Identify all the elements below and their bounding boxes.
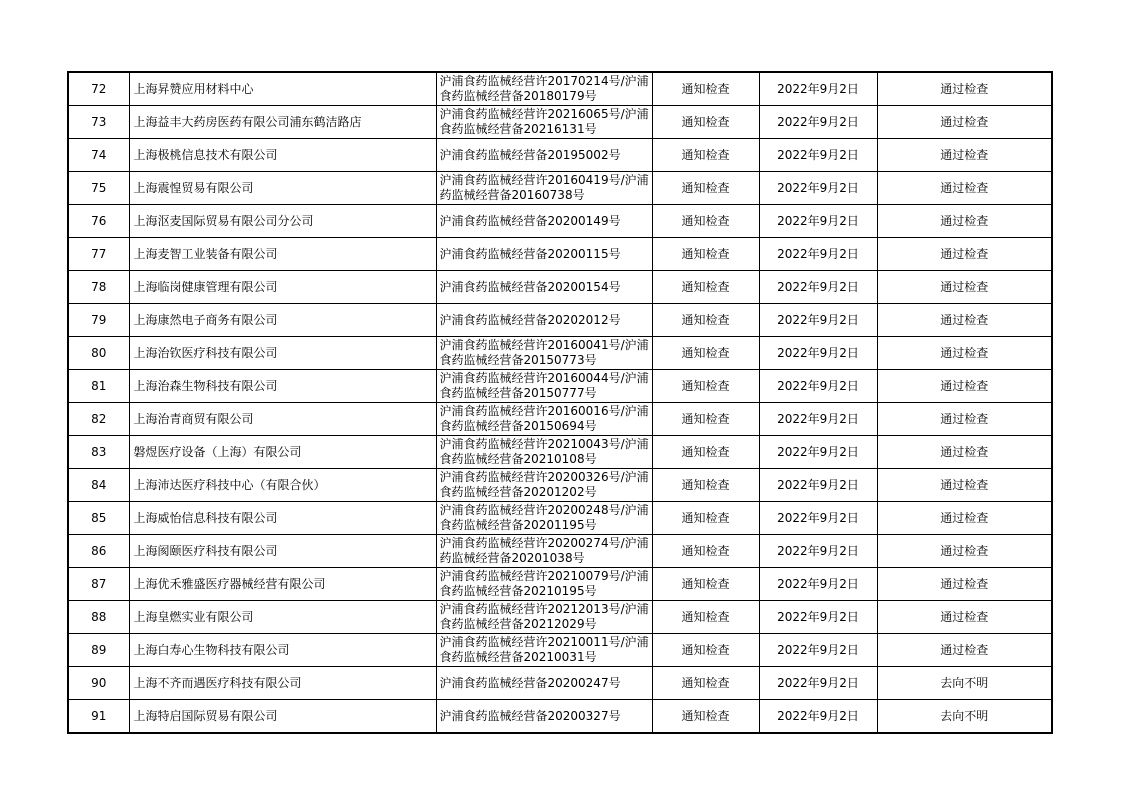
table-row [68, 139, 1052, 172]
table-row [68, 271, 1052, 304]
license-number-cell: 沪浦食药监械经营许20160044号/沪浦食药监械经营备20150777号 [436, 370, 652, 403]
inspection-date-cell: 2022年9月2日 [759, 304, 877, 337]
inspection-date-cell: 2022年9月2日 [759, 700, 877, 734]
inspection-date-cell: 2022年9月2日 [759, 337, 877, 370]
company-name-cell: 上海沛达医疗科技中心（有限合伙） [129, 469, 436, 502]
license-number-cell: 沪浦食药监械经营备20200247号 [436, 667, 652, 700]
license-number-cell: 沪浦食药监械经营许20160041号/沪浦食药监械经营备20150773号 [436, 337, 652, 370]
inspection-method-cell: 通知检查 [652, 502, 759, 535]
inspection-date-cell: 2022年9月2日 [759, 568, 877, 601]
inspection-date-cell: 2022年9月2日 [759, 634, 877, 667]
license-number-cell: 沪浦食药监械经营备20200327号 [436, 700, 652, 734]
license-number-cell: 沪浦食药监械经营许20210011号/沪浦食药监械经营备20210031号 [436, 634, 652, 667]
license-number-cell: 沪浦食药监械经营备20200154号 [436, 271, 652, 304]
inspection-method-cell: 通知检查 [652, 139, 759, 172]
inspection-date-cell: 2022年9月2日 [759, 172, 877, 205]
seq-cell: 80 [68, 337, 129, 370]
seq-cell: 81 [68, 370, 129, 403]
seq-cell: 91 [68, 700, 129, 734]
license-number-cell: 沪浦食药监械经营备20202012号 [436, 304, 652, 337]
license-number-cell: 沪浦食药监械经营许20170214号/沪浦食药监械经营备20180179号 [436, 72, 652, 106]
table-row [68, 337, 1052, 370]
license-number-cell: 沪浦食药监械经营许20160016号/沪浦食药监械经营备20150694号 [436, 403, 652, 436]
company-name-cell: 上海麦智工业装备有限公司 [129, 238, 436, 271]
license-number-cell: 沪浦食药监械经营许20200248号/沪浦食药监械经营备20201195号 [436, 502, 652, 535]
inspection-result-cell: 通过检查 [877, 271, 1052, 304]
inspection-method-cell: 通知检查 [652, 700, 759, 734]
company-name-cell: 上海不齐而遇医疗科技有限公司 [129, 667, 436, 700]
inspection-date-cell: 2022年9月2日 [759, 139, 877, 172]
inspection-method-cell: 通知检查 [652, 601, 759, 634]
company-name-cell: 上海沤麦国际贸易有限公司分公司 [129, 205, 436, 238]
license-number-cell: 沪浦食药监械经营许20200274号/沪浦药监械经营备20201038号 [436, 535, 652, 568]
inspection-date-cell: 2022年9月2日 [759, 205, 877, 238]
seq-cell: 88 [68, 601, 129, 634]
seq-cell: 74 [68, 139, 129, 172]
license-number-cell: 沪浦食药监械经营许20210043号/沪浦食药监械经营备20210108号 [436, 436, 652, 469]
company-name-cell: 上海威怡信息科技有限公司 [129, 502, 436, 535]
company-name-cell: 上海昇赞应用材料中心 [129, 72, 436, 106]
license-number-cell: 沪浦食药监械经营许20210079号/沪浦食药监械经营备20210195号 [436, 568, 652, 601]
inspection-result-cell: 通过检查 [877, 535, 1052, 568]
table-row [68, 403, 1052, 436]
company-name-cell: 上海白寿心生物科技有限公司 [129, 634, 436, 667]
license-number-cell: 沪浦食药监械经营备20200115号 [436, 238, 652, 271]
inspection-date-cell: 2022年9月2日 [759, 370, 877, 403]
table-row [68, 634, 1052, 667]
table-row [68, 469, 1052, 502]
seq-cell: 90 [68, 667, 129, 700]
inspection-result-cell: 通过检查 [877, 106, 1052, 139]
company-name-cell: 上海治青商贸有限公司 [129, 403, 436, 436]
company-name-cell: 上海优禾雅盛医疗器械经营有限公司 [129, 568, 436, 601]
company-name-cell: 上海治森生物科技有限公司 [129, 370, 436, 403]
seq-cell: 87 [68, 568, 129, 601]
inspection-result-cell: 通过检查 [877, 502, 1052, 535]
inspection-date-cell: 2022年9月2日 [759, 238, 877, 271]
company-name-cell: 上海震惶贸易有限公司 [129, 172, 436, 205]
company-name-cell: 上海皇燃实业有限公司 [129, 601, 436, 634]
inspection-result-cell: 通过检查 [877, 304, 1052, 337]
table-row [68, 172, 1052, 205]
inspection-result-cell: 通过检查 [877, 601, 1052, 634]
inspection-result-cell: 通过检查 [877, 436, 1052, 469]
inspection-method-cell: 通知检查 [652, 469, 759, 502]
inspection-result-cell: 通过检查 [877, 139, 1052, 172]
inspection-date-cell: 2022年9月2日 [759, 436, 877, 469]
inspection-method-cell: 通知检查 [652, 370, 759, 403]
inspection-result-cell: 去向不明 [877, 700, 1052, 734]
inspection-date-cell: 2022年9月2日 [759, 667, 877, 700]
inspection-date-cell: 2022年9月2日 [759, 502, 877, 535]
inspection-result-cell: 通过检查 [877, 469, 1052, 502]
table-row [68, 502, 1052, 535]
license-number-cell: 沪浦食药监械经营备20195002号 [436, 139, 652, 172]
inspection-result-cell: 通过检查 [877, 72, 1052, 106]
table-row [68, 304, 1052, 337]
inspection-result-cell: 通过检查 [877, 568, 1052, 601]
table-row [68, 700, 1052, 734]
inspection-table [67, 71, 1053, 734]
table-row [68, 667, 1052, 700]
inspection-method-cell: 通知检查 [652, 403, 759, 436]
inspection-date-cell: 2022年9月2日 [759, 601, 877, 634]
inspection-method-cell: 通知检查 [652, 568, 759, 601]
table-row [68, 205, 1052, 238]
inspection-method-cell: 通知检查 [652, 634, 759, 667]
inspection-date-cell: 2022年9月2日 [759, 106, 877, 139]
seq-cell: 73 [68, 106, 129, 139]
table-row [68, 535, 1052, 568]
inspection-method-cell: 通知检查 [652, 337, 759, 370]
company-name-cell: 上海康然电子商务有限公司 [129, 304, 436, 337]
table-row [68, 436, 1052, 469]
company-name-cell: 磐煜医疗设备（上海）有限公司 [129, 436, 436, 469]
inspection-method-cell: 通知检查 [652, 304, 759, 337]
company-name-cell: 上海治钦医疗科技有限公司 [129, 337, 436, 370]
inspection-method-cell: 通知检查 [652, 667, 759, 700]
license-number-cell: 沪浦食药监械经营许20160419号/沪浦药监械经营备20160738号 [436, 172, 652, 205]
inspection-date-cell: 2022年9月2日 [759, 271, 877, 304]
inspection-method-cell: 通知检查 [652, 271, 759, 304]
inspection-method-cell: 通知检查 [652, 238, 759, 271]
license-number-cell: 沪浦食药监械经营备20200149号 [436, 205, 652, 238]
inspection-date-cell: 2022年9月2日 [759, 469, 877, 502]
inspection-table-body [68, 72, 1052, 733]
table-row [68, 370, 1052, 403]
seq-cell: 78 [68, 271, 129, 304]
table-row [68, 72, 1052, 106]
seq-cell: 89 [68, 634, 129, 667]
inspection-date-cell: 2022年9月2日 [759, 535, 877, 568]
seq-cell: 72 [68, 72, 129, 106]
seq-cell: 82 [68, 403, 129, 436]
company-name-cell: 上海临岗健康管理有限公司 [129, 271, 436, 304]
inspection-date-cell: 2022年9月2日 [759, 72, 877, 106]
seq-cell: 86 [68, 535, 129, 568]
inspection-result-cell: 通过检查 [877, 403, 1052, 436]
inspection-method-cell: 通知检查 [652, 72, 759, 106]
inspection-result-cell: 通过检查 [877, 205, 1052, 238]
seq-cell: 85 [68, 502, 129, 535]
seq-cell: 76 [68, 205, 129, 238]
seq-cell: 83 [68, 436, 129, 469]
inspection-result-cell: 去向不明 [877, 667, 1052, 700]
inspection-method-cell: 通知检查 [652, 535, 759, 568]
inspection-date-cell: 2022年9月2日 [759, 403, 877, 436]
inspection-method-cell: 通知检查 [652, 172, 759, 205]
license-number-cell: 沪浦食药监械经营许20200326号/沪浦食药监械经营备20201202号 [436, 469, 652, 502]
license-number-cell: 沪浦食药监械经营许20212013号/沪浦食药监械经营备20212029号 [436, 601, 652, 634]
inspection-result-cell: 通过检查 [877, 238, 1052, 271]
table-row [68, 238, 1052, 271]
seq-cell: 79 [68, 304, 129, 337]
company-name-cell: 上海极桃信息技术有限公司 [129, 139, 436, 172]
inspection-method-cell: 通知检查 [652, 436, 759, 469]
inspection-method-cell: 通知检查 [652, 106, 759, 139]
seq-cell: 75 [68, 172, 129, 205]
inspection-method-cell: 通知检查 [652, 205, 759, 238]
inspection-result-cell: 通过检查 [877, 172, 1052, 205]
license-number-cell: 沪浦食药监械经营许20216065号/沪浦食药监械经营备20216131号 [436, 106, 652, 139]
table-row [68, 568, 1052, 601]
inspection-result-cell: 通过检查 [877, 337, 1052, 370]
company-name-cell: 上海益丰大药房医药有限公司浦东鹤洁路店 [129, 106, 436, 139]
table-row [68, 106, 1052, 139]
table-row [68, 601, 1052, 634]
company-name-cell: 上海阂颐医疗科技有限公司 [129, 535, 436, 568]
inspection-result-cell: 通过检查 [877, 634, 1052, 667]
seq-cell: 77 [68, 238, 129, 271]
company-name-cell: 上海特启国际贸易有限公司 [129, 700, 436, 734]
seq-cell: 84 [68, 469, 129, 502]
inspection-result-cell: 通过检查 [877, 370, 1052, 403]
